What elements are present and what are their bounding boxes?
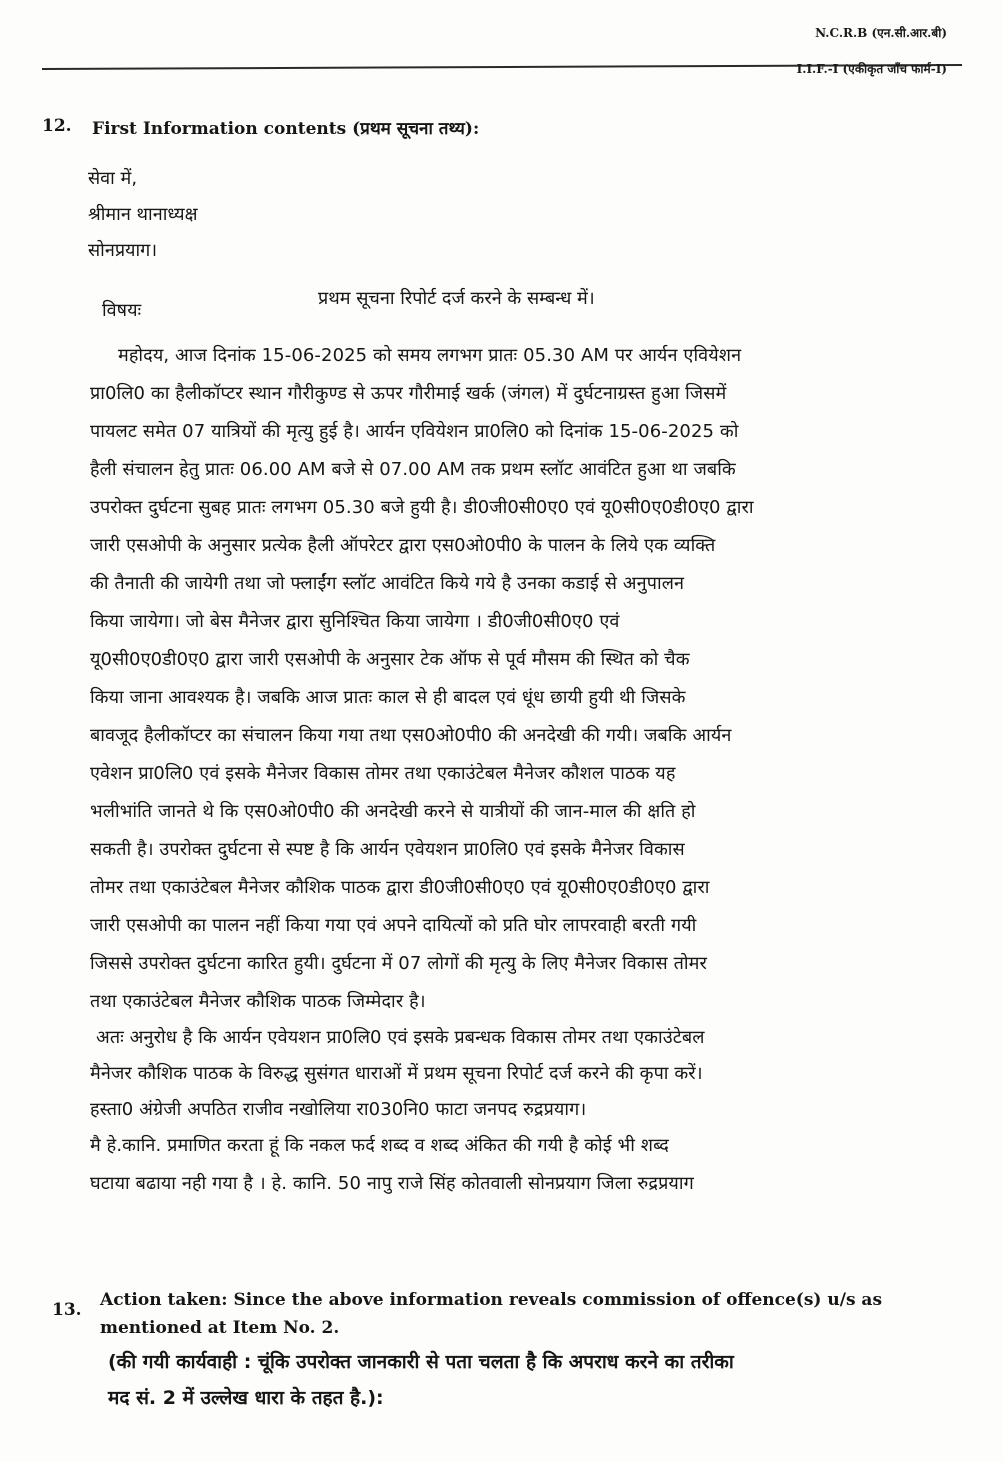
- section-13-title-line-2: mentioned at Item No. 2.: [100, 1318, 340, 1338]
- body-line: तोमर तथा एकाउंटेबल मैनेजर कौशिक पाठक द्वारा डी0जी0सी0ए0 एवं यू0सी0ए0डी0ए0 द्वारा: [90, 877, 710, 898]
- body-line: बावजूद हैलीकॉप्टर का संचालन किया गया तथा एस0ओ0पी0 की अनदेखी की गयी। जबकि आर्यन: [90, 725, 732, 746]
- section-13-title-line-1: Action taken: Since the above information reveals commission of offence(s) u/s as: [100, 1290, 883, 1310]
- body-line: पायलट समेत 07 यात्रियों की मृत्यु हुई है। आर्यन एवियेशन प्रा0लि0 को दिनांक 15-06-2025 को: [90, 421, 739, 442]
- body-line: सकती है। उपरोक्त दुर्घटना से स्पष्ट है कि आर्यन एवेयशन प्रा0लि0 एवं इसके मैनेजर विकास: [90, 839, 685, 860]
- body-line: उपरोक्त दुर्घटना सुबह प्रातः लगभग 05.30 बजे हुयी है। डी0जी0सी0ए0 एवं यू0सी0ए0डी0ए0 द्वारा: [90, 497, 754, 518]
- body-line: घटाया बढाया नही गया है । हे. कानि. 50 नापु राजे सिंह कोतवाली सोनप्रयाग जिला रुद्रप्रयाग: [90, 1173, 694, 1194]
- body-line: किया जायेगा। जो बेस मैनेजर द्वारा सुनिश्चित किया जायेगा । डी0जी0सी0ए0 एवं: [90, 611, 620, 632]
- body-line: किया जाना आवश्यक है। जबकि आज प्रातः काल से ही बादल एवं धूंध छायी हुयी थी जिसके: [90, 687, 686, 708]
- body-line: जारी एसओपी के अनुसार प्रत्येक हैली ऑपरेटर द्वारा एस0ओ0पी0 के पालन के लिये एक व्यक्ति: [90, 535, 716, 556]
- subject-label: विषयः: [102, 300, 142, 321]
- address-line-3: सोनप्रयाग।: [88, 240, 158, 261]
- section-12-title: First Information contents (प्रथम सूचना तथ्य):: [92, 119, 480, 139]
- body-line: जारी एसओपी का पालन नहीं किया गया एवं अपने दायित्यों को प्रति घोर लापरवाही बरती गयी: [90, 915, 697, 936]
- body-line: की तैनाती की जायेगी तथा जो फ्लाईंग स्लॉट आवंटित किये गये है उनका कडाई से अनुपालन: [90, 573, 685, 594]
- body-line: भलीभांति जानते थे कि एस0ओ0पी0 की अनदेखी करने से यात्रीयों की जान-माल की क्षति हो: [90, 801, 696, 822]
- section-13-hindi-line-2: मद सं. 2 में उल्लेख धारा के तहत है.):: [108, 1387, 384, 1409]
- ncrb-header: N.C.R.B (एन.सी.आर.बी): [815, 26, 947, 40]
- address-line-2: श्रीमान थानाध्यक्ष: [88, 204, 198, 225]
- body-line: प्रा0लि0 का हैलीकॉप्टर स्थान गौरीकुण्ड से ऊपर गौरीमाई खर्क (जंगल) में दुर्घटनाग्रस्त हुआ जिसमें: [90, 383, 727, 404]
- section-13-number: 13.: [52, 1300, 82, 1320]
- body-line: अतः अनुरोध है कि आर्यन एवेयशन प्रा0लि0 एवं इसके प्रबन्धक विकास तोमर तथा एकाउंटेबल: [96, 1027, 705, 1048]
- body-line: एवेशन प्रा0लि0 एवं इसके मैनेजर विकास तोमर तथा एकाउंटेबल मैनेजर कौशल पाठक यह: [90, 763, 676, 784]
- section-12-number: 12.: [42, 116, 72, 136]
- body-line: यू0सी0ए0डी0ए0 द्वारा जारी एसओपी के अनुसार टेक ऑफ से पूर्व मौसम की स्थित को चैक: [90, 649, 690, 670]
- body-line: तथा एकाउंटेबल मैनेजर कौशिक पाठक जिम्मेदार है।: [90, 991, 426, 1012]
- body-line: मै हे.कानि. प्रमाणित करता हूं कि नकल फर्द शब्द व शब्द अंकित की गयी है कोई भी शब्द: [90, 1135, 669, 1156]
- body-line: मैनेजर कौशिक पाठक के विरुद्ध सुसंगत धाराओं में प्रथम सूचना रिपोर्ट दर्ज करने की कृपा करें।: [90, 1063, 703, 1084]
- body-line: जिससे उपरोक्त दुर्घटना कारित हुयी। दुर्घटना में 07 लोगों की मृत्यु के लिए मैनेजर विकास तोमर: [90, 953, 707, 974]
- subject-text: प्रथम सूचना रिपोर्ट दर्ज करने के सम्बन्ध में।: [318, 288, 595, 309]
- body-line: महोदय, आज दिनांक 15-06-2025 को समय लगभग प्रातः 05.30 AM पर आर्यन एवियेशन: [118, 345, 742, 366]
- section-13-hindi-line-1: (की गयी कार्यवाही : चूंकि उपरोक्त जानकारी से पता चलता है कि अपराध करने का तरीका: [108, 1351, 734, 1373]
- address-line-1: सेवा में,: [88, 168, 138, 189]
- body-line: हस्ता0 अंग्रेजी अपठित राजीव नखोलिया रा030नि0 फाटा जनपद रुद्रप्रयाग।: [90, 1099, 587, 1120]
- form-id-header: I.I.F.-I (एकीकृत जाँच फार्म-I): [796, 62, 947, 76]
- body-line: हैली संचालन हेतु प्रातः 06.00 AM बजे से 07.00 AM तक प्रथम स्लॉट आवंटित हुआ था जबकि: [90, 459, 736, 480]
